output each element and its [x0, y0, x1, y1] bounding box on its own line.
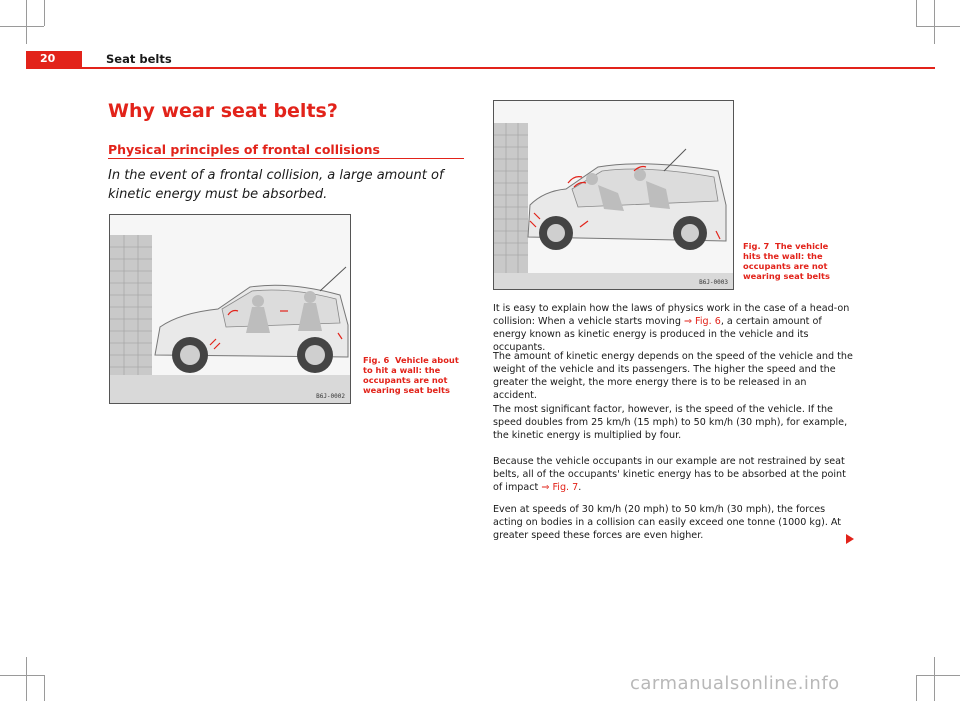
- crop-mark: [934, 0, 935, 44]
- car-after-impact-icon: [494, 101, 733, 289]
- paragraph-3: The most significant factor, however, is the speed of the vehicle. If the speed doubles from 25 km/h (15 mph) to 50 km/h (30 mph), for example, the kinetic energy is multiplied by four.: [493, 404, 848, 441]
- paragraph-1: [493, 302, 853, 354]
- intro-text: In the event of a frontal collision, a large amount of kinetic energy must be absorbed.: [108, 168, 444, 202]
- paragraph-4-text-end: .: [578, 482, 582, 493]
- subheading-rule: [108, 158, 464, 159]
- section-title: Seat belts: [106, 52, 172, 66]
- figure-7-link[interactable]: ⇒ Fig. 7: [541, 482, 579, 493]
- paragraph-4-text: Because the vehicle occupants in our example are not restrained by seat belts, all of the occupants' kinetic energy has to be absorbed at the point of impact: [493, 456, 846, 493]
- figure-6-caption: [363, 355, 463, 395]
- figure-6-label: Fig. 6: [363, 355, 390, 365]
- figure-6-illustration: [109, 214, 351, 404]
- crop-mark: [916, 0, 917, 26]
- figure-6-code: B6J-0002: [316, 393, 345, 400]
- paragraph-1-text-end: , a certain amount of energy known as kinetic energy is produced in the vehicle and its occupants.: [493, 316, 822, 353]
- crop-mark: [916, 675, 917, 701]
- crop-mark: [26, 0, 27, 44]
- page-number: 20: [40, 52, 56, 65]
- figure-7-caption-text: The vehicle hits the wall: the occupants are not wearing seat belts: [743, 241, 830, 281]
- paragraph-4: [493, 455, 853, 494]
- crop-mark: [44, 0, 45, 26]
- figure-7-code: B6J-0003: [699, 279, 728, 286]
- crop-mark: [44, 675, 45, 701]
- paragraph-1-text: It is easy to explain how the laws of physics work in the case of a head-on collision: When a vehicle starts moving: [493, 303, 850, 327]
- subheading: Physical principles of frontal collisions: [108, 142, 380, 157]
- paragraph-5: Even at speeds of 30 km/h (20 mph) to 50 km/h (30 mph), the forces acting on bodies in a collision can easily exceed one tonne (1000 kg). At greater speed these forces are even higher.: [493, 504, 842, 541]
- figure-7-caption: [743, 241, 843, 281]
- paragraph-2: The amount of kinetic energy depends on the speed of the vehicle and the weight of the vehicle and its passengers. The higher the speed and the greater the weight, the more energy there is to be released in an accident.: [493, 351, 853, 401]
- crop-mark: [916, 675, 960, 676]
- continue-arrow-icon: [846, 534, 854, 544]
- header-rule: [82, 67, 935, 69]
- car-before-impact-icon: [110, 215, 350, 403]
- figure-7-label: Fig. 7: [743, 241, 770, 251]
- figure-7-illustration: [493, 100, 734, 290]
- crop-mark: [26, 657, 27, 701]
- crop-mark: [0, 26, 44, 27]
- figure-6-link[interactable]: ⇒ Fig. 6: [683, 316, 721, 327]
- watermark: carmanualsonline.info: [630, 673, 840, 694]
- figure-6-caption-text: Vehicle about to hit a wall: the occupants are not wearing seat belts: [363, 355, 459, 395]
- page-heading: Why wear seat belts?: [108, 100, 338, 122]
- crop-mark: [934, 657, 935, 701]
- crop-mark: [0, 675, 44, 676]
- crop-mark: [916, 26, 960, 27]
